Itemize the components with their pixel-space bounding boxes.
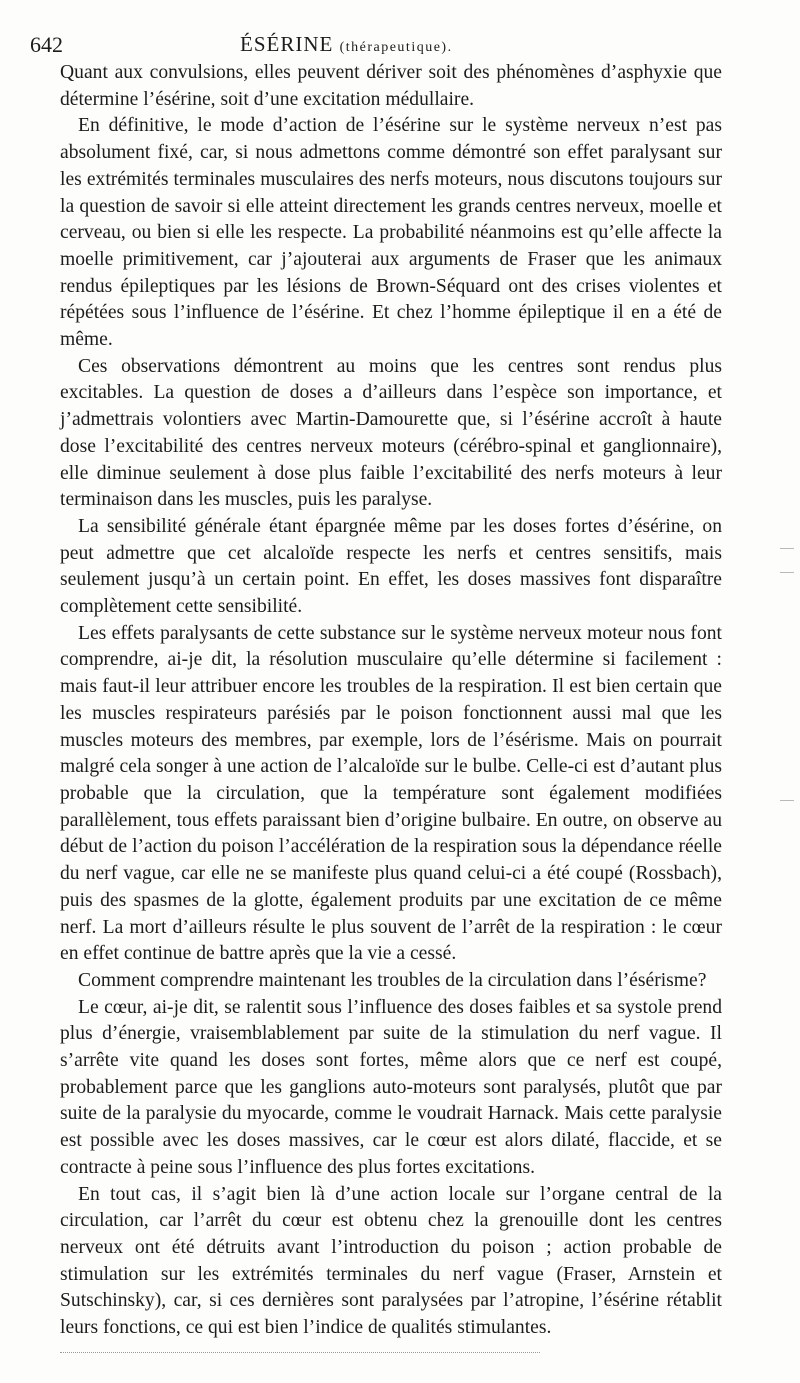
paragraph-effets-paralysants: Les effets paralysants de cette substance sur le système nerveux moteur nous font comprendre, ai-je dit, la résolution musculaire qu’elle détermine si facilement : mais faut-il leur attribuer encore les troubles de la respiration. Il est bien certain que les muscles respirateurs parésiés par le poison fonctionnent aussi mal que les muscles moteurs des membres, par exemple, lors de l’ésérisme. Mais on pourrait malgré cela songer à une action de l’alcaloïde sur le bulbe. Celle-ci est d’autant plus probable que la circulation, que la température sont également modifiées parallèlement, tous effets paraissant bien d’origine bulbaire. En outre, on observe au début de l’action du poison l’accélération de la respiration sous la dépendance réelle du nerf vague, car elle ne se manifeste plus quand celui-ci a été coupé (Rossbach), puis des spasmes de la glotte, également produits par une excitation de ce même nerf. La mort d’ailleurs résulte le plus souvent de l’arrêt de la respiration : le cœur en effet continue de battre après que la vie a cessé. [60, 622, 722, 965]
paragraph-question-circulation: Comment comprendre maintenant les troubles de la circulation dans l’ésérisme? [78, 969, 707, 991]
running-title-main: ÉSÉRINE [240, 32, 334, 56]
paragraph-observations: Ces observations démontrent au moins que les centres sont rendus plus excitables. La question de doses a d’ailleurs dans l’espèce son importance, et j’admettrais volontiers avec Martin-Damourette que, si l’ésérine accroît à haute dose l’excitabilité des centres nerveux moteurs (cérébro-spinal et ganglionnaire), elle diminue seulement à dose plus faible l’excitabilité des nerfs moteurs à leur terminaison dans les muscles, puis les paralyse. [60, 355, 722, 511]
paragraph-convulsions: Quant aux convulsions, elles peuvent dériver soit des phénomènes d’asphyxie que détermine l’ésérine, soit d’une excitation médullaire. [60, 62, 722, 110]
paragraph-coeur: Le cœur, ai-je dit, se ralentit sous l’influence des doses faibles et sa systole prend plus d’énergie, vraisemblablement par suite de la stimulation du nerf vague. Il s’arrête vite quand les doses sont fortes, même alors que ce nerf est coupé, probablement parce que les ganglions auto-moteurs sont paralysés, plutôt que par suite de la paralysie du myocarde, comme le voudrait Harnack. Mais cette paralysie est possible avec les doses massives, car le cœur est alors dilaté, flaccide, et se contracte à peine sous l’influence des plus fortes excitations. [60, 996, 722, 1178]
running-head [30, 30, 752, 56]
running-title [240, 32, 453, 57]
margin-scan-mark [780, 800, 794, 801]
paragraph-mode-action: En définitive, le mode d’action de l’ésérine sur le système nerveux n’est pas absolument fixé, car, si nous admettons comme démontré son effet paralysant sur les extrémités terminales musculaires des nerfs moteurs, nous discutons toujours sur la question de savoir si elle atteint directement les grands centres nerveux, moelle et cerveau, ou bien si elle les respecte. La probabilité néanmoins est qu’elle affecte la moelle primitivement, car j’ajouterai aux arguments de Fraser que les animaux rendus épileptiques par les lésions de Brown-Séquard ont des crises violentes et répétées sous l’influence de l’ésérine. Et chez l’homme épileptique il en a été de même. [60, 115, 722, 351]
page-number: 642 [30, 32, 63, 57]
paragraph-action-locale: En tout cas, il s’agit bien là d’une action locale sur l’organe central de la circulation, car l’arrêt du cœur est obtenu chez la grenouille dont les centres nerveux ont été détruits avant l’introduction du poison ; action probable de stimulation sur les extrémités terminales du nerf vague (Fraser, Arnstein et Sutschinsky), car, si ces dernières sont paralysées par l’atropine, l’ésérine rétablit leurs fonctions, ce qui est bien l’indice de qualités stimulantes. [60, 1183, 722, 1339]
margin-scan-mark [780, 548, 794, 549]
footer-dotted-rule [60, 1352, 540, 1353]
body-text [60, 60, 722, 1342]
running-title-sub: (thérapeutique). [339, 40, 453, 55]
paragraph-sensibilite: La sensibilité générale étant épargnée même par les doses fortes d’ésérine, on peut admettre que cet alcaloïde respecte les nerfs et centres sensitifs, mais seulement jusqu’à un certain point. En effet, les doses massives font disparaître complètement cette sensibilité. [60, 515, 722, 618]
margin-scan-mark [780, 572, 794, 573]
